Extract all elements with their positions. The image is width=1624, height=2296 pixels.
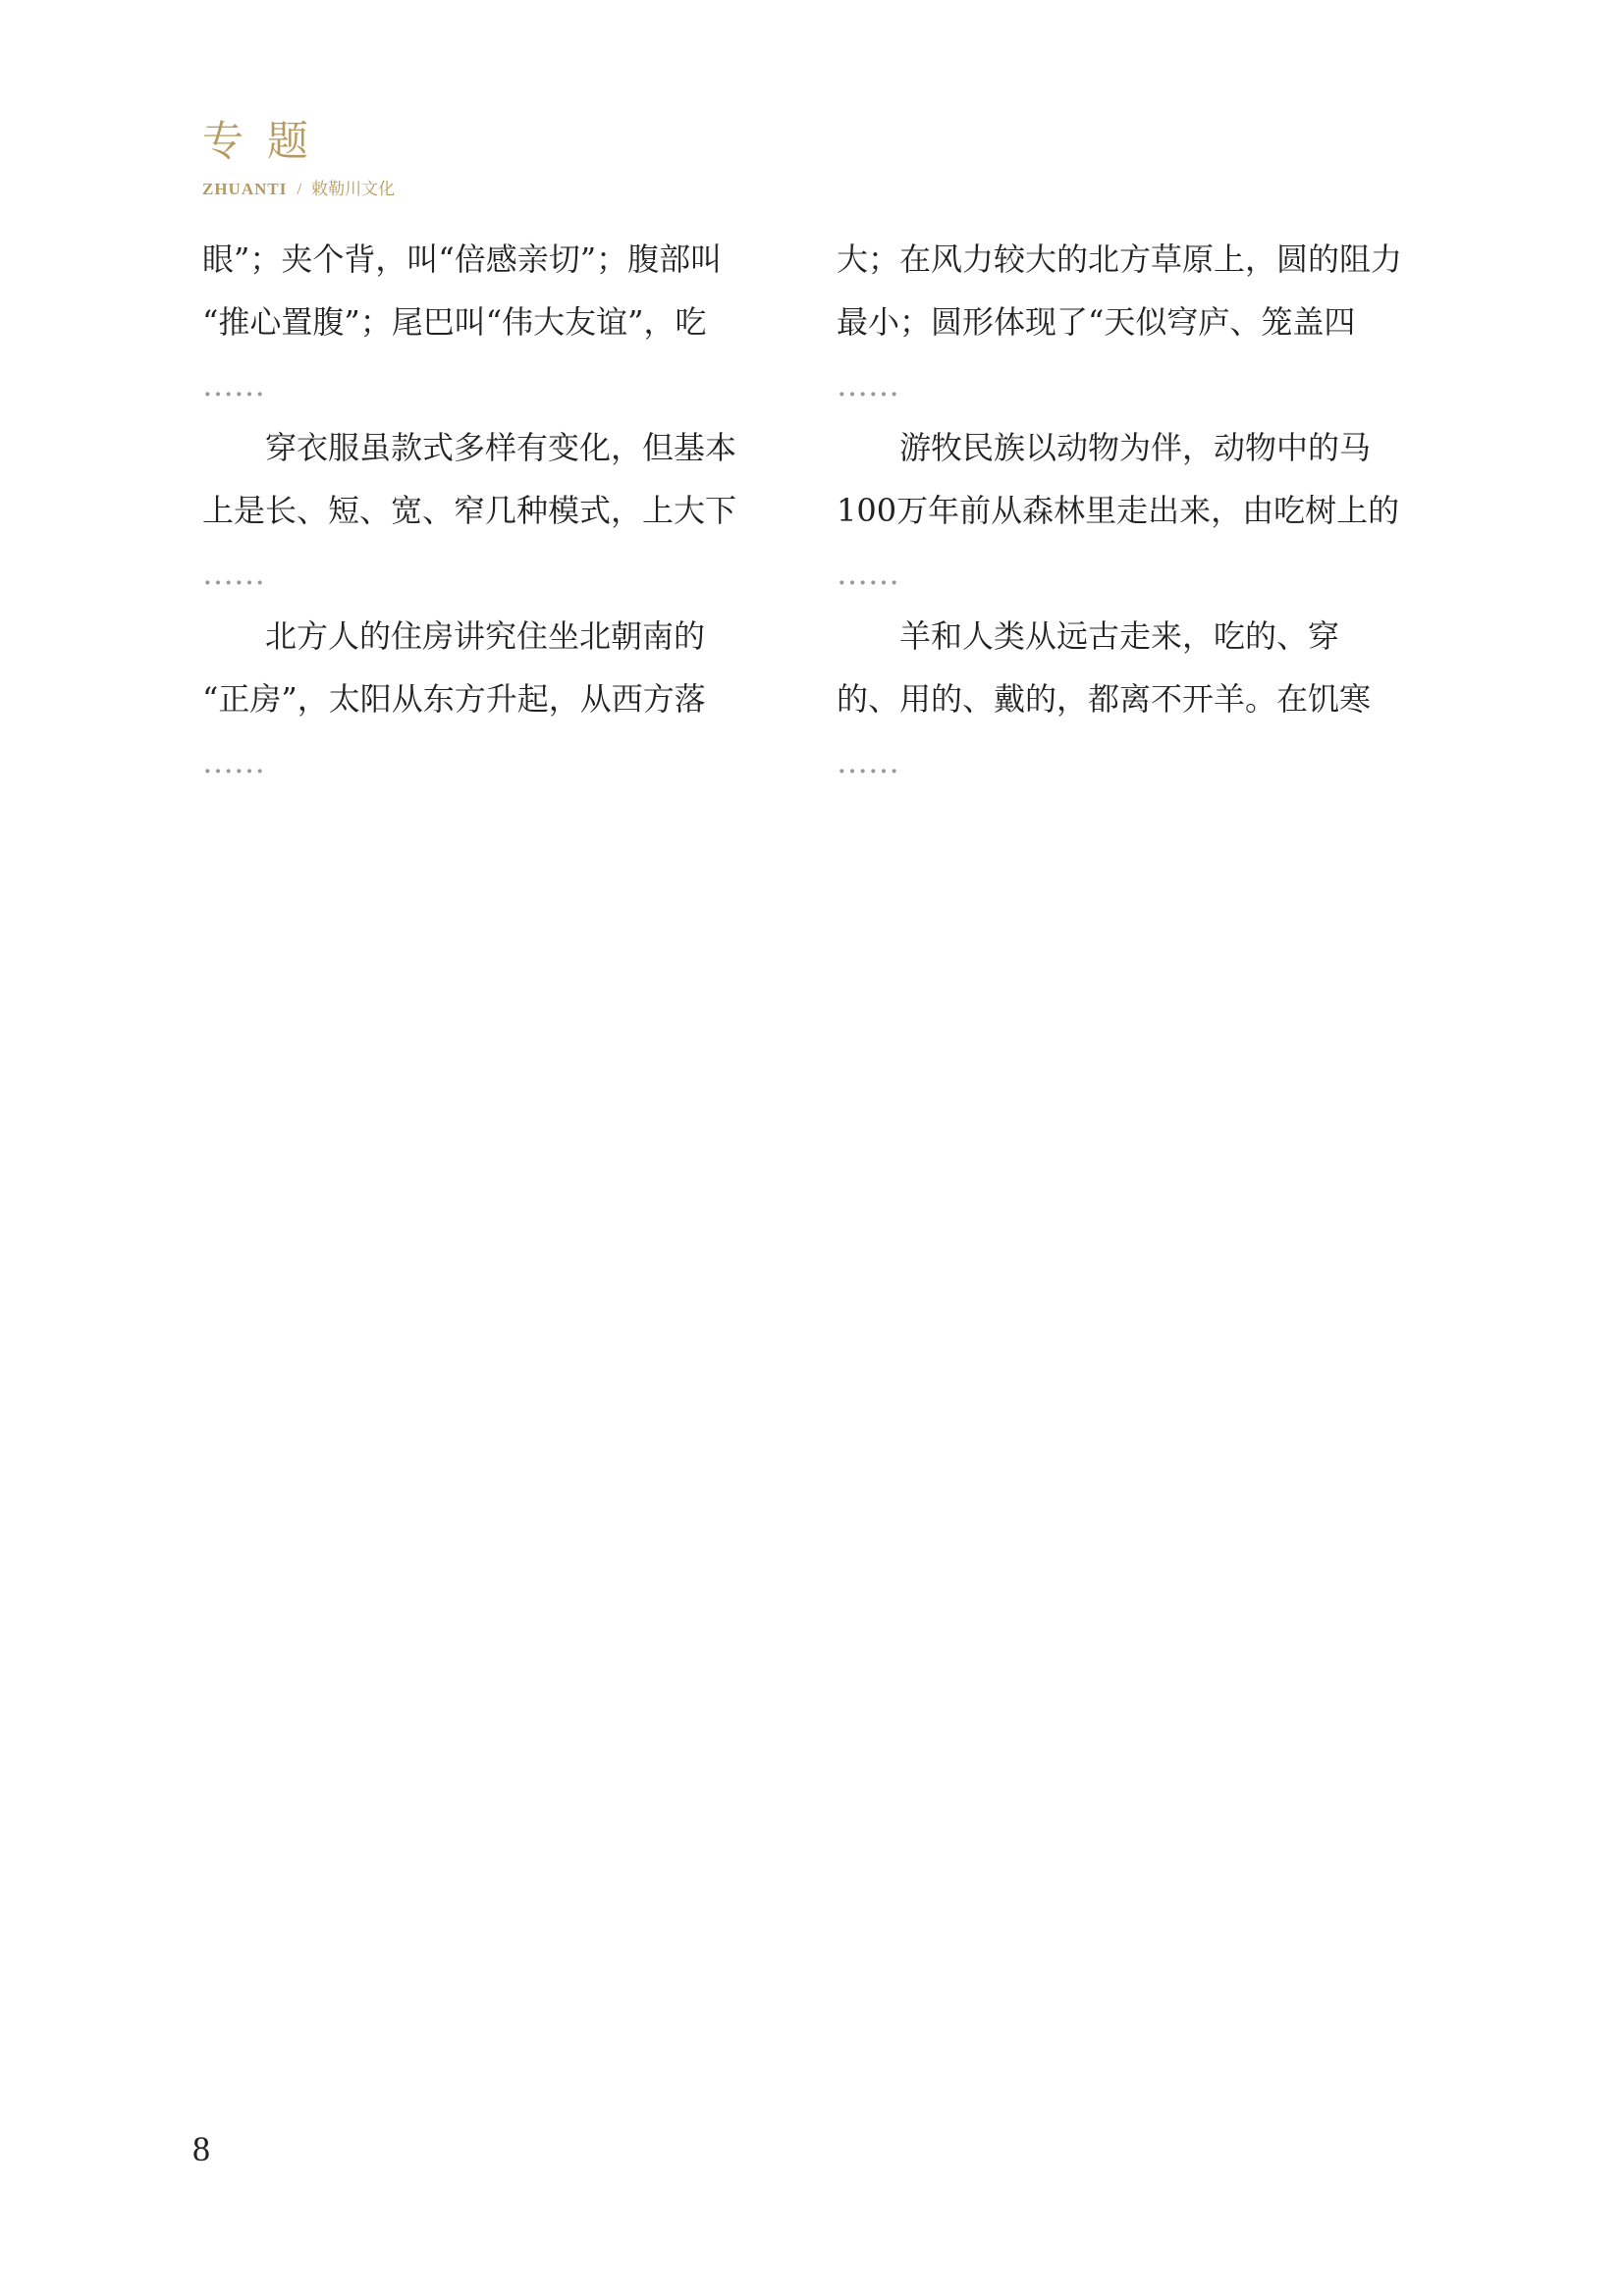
text-line: 眼”；夹个背，叫“倍感亲切”；腹部叫: [202, 240, 723, 278]
text-line: 上是长、短、宽、窄几种模式，上大下: [202, 492, 737, 529]
left-column: [202, 228, 791, 793]
text-line: 最小；圆形体现了“天似穹庐、笼盖四: [837, 303, 1356, 341]
section-title: 专题: [202, 117, 333, 165]
paragraph: [837, 228, 1426, 416]
text-line: 的、用的、戴的，都离不开羊。在饥寒: [837, 680, 1372, 718]
text-line: “推心置腹”；尾巴叫“伟大友谊”，吃: [202, 303, 707, 341]
omitted-text-marker: ……: [202, 366, 265, 403]
paragraph: [202, 605, 791, 793]
paragraph: [202, 416, 791, 605]
section-subtitle-cn: 敕勒川文化: [311, 180, 396, 198]
paragraph: [202, 228, 791, 416]
right-column: [837, 228, 1426, 793]
text-line: 北方人的住房讲究住坐北朝南的: [265, 617, 706, 655]
text-line: “正房”，太阳从东方升起，从西方落: [202, 680, 706, 718]
paragraph: [837, 416, 1426, 605]
section-subtitle-en: ZHUANTI: [202, 180, 288, 198]
text-line: 游牧民族以动物为伴，动物中的马: [899, 429, 1372, 466]
omitted-text-marker: ……: [837, 555, 899, 592]
text-line: 羊和人类从远古走来，吃的、穿: [899, 617, 1340, 655]
omitted-text-marker: ……: [202, 555, 265, 592]
omitted-text-marker: ……: [837, 743, 899, 780]
page-number: 8: [192, 2129, 210, 2168]
section-subtitle: [202, 175, 395, 199]
text-line: 穿衣服虽款式多样有变化，但基本: [265, 429, 737, 466]
text-line: 100万年前从森林里走出来，由吃树上的: [837, 492, 1400, 529]
subtitle-separator: /: [297, 180, 302, 198]
page-header: [202, 116, 395, 199]
paragraph: [837, 605, 1426, 793]
text-line: 大；在风力较大的北方草原上，圆的阻力: [837, 240, 1403, 278]
omitted-text-marker: ……: [202, 743, 265, 780]
omitted-text-marker: ……: [837, 366, 899, 403]
